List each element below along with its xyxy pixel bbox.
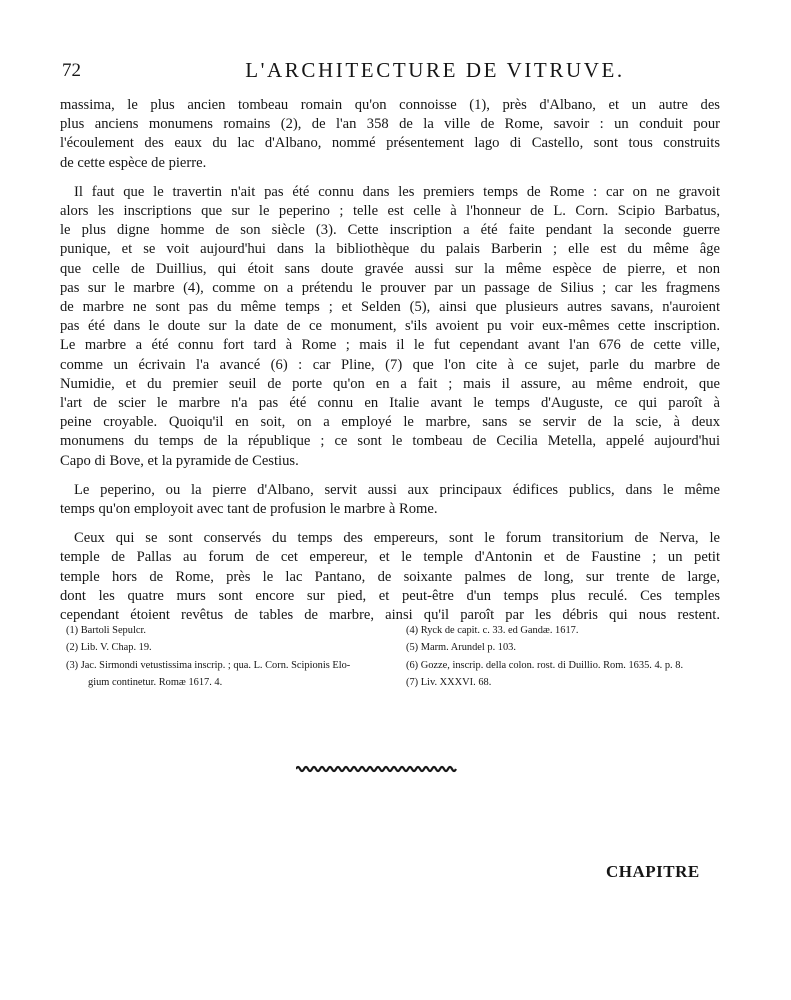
page-number: 72 [62, 60, 81, 81]
text-line: l'écoulement des eaux du lac d'Albano, nommé présentement lago di Castello, sont tous construits [60, 135, 720, 152]
text-line: monumens du temps de la république ; ce sont le tombeau de Cecilia Metella, appelé aujourd'hui [60, 433, 720, 450]
wavy-rule-ornament [296, 764, 458, 774]
footnote: (7) Liv. XXXVI. 68. [406, 677, 492, 689]
footnotes-left-column [66, 622, 404, 692]
text-line: alors les inscriptions que sur le peperino ; telle est celle à l'honneur de L. Corn. Scipio Barbatus, [60, 203, 720, 220]
text-line: Numidie, et du premier seuil de porte qu'on en a fait ; mais il assure, au même endroit, que [60, 375, 720, 392]
footnote: (2) Lib. V. Chap. 19. [66, 642, 152, 654]
text-line: l'art de scier le marbre n'a pas été connu en Italie avant le temps d'Auguste, ce qui paroît à [60, 395, 720, 412]
page-header [60, 58, 720, 88]
text-line: cependant étoient revêtus de tables de marbre, ainsi qu'il paroît par les débris qui nous restent. [60, 607, 720, 624]
paragraph [60, 96, 720, 173]
text-line: temps qu'on employoit avec tant de profusion le marbre à Rome. [60, 501, 438, 518]
text-line: peine croyable. Quoiqu'il en soit, on a employé le marbre, sans se servir de la scie, à deux [60, 414, 720, 431]
footnote: (5) Marm. Arundel p. 103. [406, 642, 516, 654]
text-line: de marbre ne sont pas du même temps ; et Selden (5), ainsi que plusieurs autres savans, n'auroient [60, 299, 720, 316]
text-line: Le peperino, ou la pierre d'Albano, servit aussi aux principaux édifices publics, dans le même [74, 481, 720, 498]
text-line: pas été dans le doute sur la date de ce monument, s'ils avoient pu voir eux-mêmes cette inscription. [60, 318, 720, 335]
paragraph [60, 481, 720, 519]
catchword: CHAPITRE [606, 862, 700, 881]
body-text [60, 96, 720, 635]
footnotes-right-column [406, 622, 736, 692]
text-line: comme un écrivain l'a avancé (6) : car Pline, (7) que l'on cite à ce sujet, parle du marbre de [60, 356, 720, 373]
text-line: le plus digne homme de son siècle (3). Cette inscription a été faite pendant la seconde guerre [60, 222, 720, 239]
text-line: de cette espèce de pierre. [60, 154, 207, 171]
text-line: pas sur le marbre (4), comme on a prétendu le prouver par un passage de Silius ; car les fragmens [60, 279, 720, 296]
footnote: (1) Bartoli Sepulcr. [66, 625, 146, 636]
text-line: massima, le plus ancien tombeau romain qu'on connoisse (1), près d'Albano, et un autre des [60, 97, 720, 113]
footnote: (3) Jac. Sirmondi vetustissima inscrip. ; qua. L. Corn. Scipionis Elo- [66, 659, 351, 671]
footnote: (6) Gozze, inscrip. della colon. rost. di Duillio. Rom. 1635. 4. p. 8. [406, 659, 684, 671]
footnote: (4) Ryck de capit. c. 33. ed Gandæ. 1617. [406, 625, 579, 636]
paragraph [60, 529, 720, 625]
text-line: dont les quatre murs sont encore sur pied, et peut-être d'un temps plus reculé. Ces temples [60, 587, 720, 604]
text-line: que celle de Duillius, qui étoit sans doute gravée aussi sur la même espèce de pierre, et non [60, 260, 720, 277]
running-title: L'ARCHITECTURE DE VITRUVE. [245, 58, 625, 82]
paragraph [60, 183, 720, 471]
text-line: Ceux qui se sont conservés du temps des empereurs, sont le forum transitorium de Nerva, le [74, 530, 720, 547]
footnote-continuation: gium continetur. Romæ 1617. 4. [88, 677, 223, 689]
text-line: Il faut que le travertin n'ait pas été connu dans les premiers temps de Rome : car on ne gravoit [74, 183, 720, 200]
text-line: Le marbre a été connu fort tard à Rome ; mais il le fut cependant avant l'an 676 de cette ville, [60, 337, 720, 354]
text-line: Capo di Bove, et la pyramide de Cestius. [60, 452, 299, 469]
text-line: punique, et se voit aujourd'hui dans la bibliothèque du palais Barberin ; elle est du même âge [60, 241, 720, 258]
text-line: temple de Pallas au forum de cet empereur, et le temple d'Antonin et de Faustine ; un petit [60, 549, 720, 566]
text-line: plus anciens monumens romains (2), de l'an 358 de la ville de Rome, savoir : un conduit pour [60, 116, 720, 133]
text-line: temple hors de Rome, près le lac Pantano, de soixante palmes de long, sur trente de large, [60, 568, 720, 585]
